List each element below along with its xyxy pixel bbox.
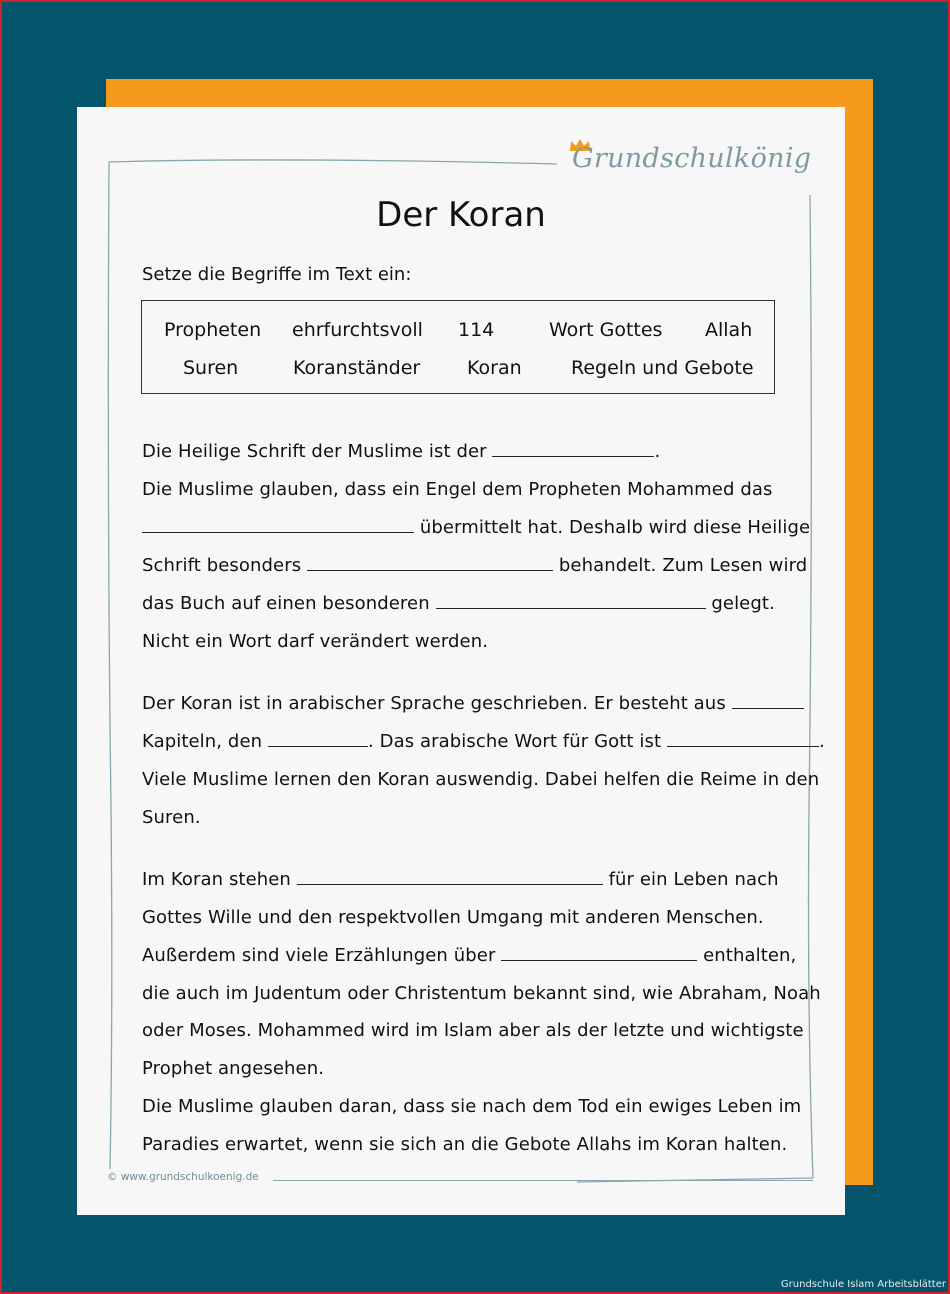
word-bank-item: Wort Gottes [549, 319, 663, 341]
text-segment: Schrift besonders [142, 555, 302, 576]
worksheet-title: Der Koran [376, 195, 546, 235]
word-bank-item: Koranständer [293, 357, 421, 379]
text-segment: enthalten, [703, 945, 797, 966]
brand-logo: Grundschulkönig [572, 143, 812, 174]
fill-blank[interactable] [667, 732, 819, 747]
text-segment: das Buch auf einen besonderen [142, 593, 430, 614]
footer-url: © www.grundschulkoenig.de [107, 1171, 259, 1183]
watermark-text: Grundschule Islam Arbeitsblätter [780, 1279, 946, 1290]
text-line [142, 869, 779, 890]
text-segment: Der Koran ist in arabischer Sprache geschrieben. Er besteht aus [142, 693, 726, 714]
word-bank-item: 114 [458, 319, 495, 341]
text-line: Paradies erwartet, wenn sie sich an die Gebote Allahs im Koran halten. [142, 1134, 788, 1155]
text-line: Prophet angesehen. [142, 1058, 325, 1079]
text-line [142, 945, 796, 966]
text-segment: übermittelt hat. Deshalb wird diese Heilige [419, 517, 811, 538]
text-segment: behandelt. Zum Lesen wird [558, 555, 808, 576]
text-line: die auch im Judentum oder Christentum bekannt sind, wie Abraham, Noah [142, 983, 821, 1004]
footer-divider [273, 1180, 813, 1181]
worksheet-page [77, 107, 845, 1215]
text-segment: für ein Leben nach [608, 869, 779, 890]
text-line: Gottes Wille und den respektvollen Umgang mit anderen Menschen. [142, 907, 764, 928]
word-bank-item: Regeln und Gebote [571, 357, 754, 379]
text-segment: . Das arabische Wort für Gott ist [367, 731, 662, 752]
fill-blank[interactable] [501, 946, 697, 961]
text-segment: gelegt. [711, 593, 775, 614]
word-bank-item: Allah [705, 319, 753, 341]
text-line [142, 693, 804, 714]
fill-blank[interactable] [307, 556, 553, 571]
text-segment: Die Heilige Schrift der Muslime ist der [142, 441, 487, 462]
fill-blank[interactable] [142, 518, 414, 533]
word-bank-box [141, 300, 775, 394]
fill-blank[interactable] [436, 594, 706, 609]
text-segment: . [818, 731, 825, 752]
text-segment: Kapiteln, den [142, 731, 263, 752]
fill-blank[interactable] [492, 442, 654, 457]
text-segment: Im Koran stehen [142, 869, 291, 890]
text-line: Nicht ein Wort darf verändert werden. [142, 631, 489, 652]
text-line [142, 441, 660, 462]
text-line: Die Muslime glauben, dass ein Engel dem Propheten Mohammed das [142, 479, 773, 500]
text-line: Suren. [142, 807, 201, 828]
word-bank-item: Koran [467, 357, 522, 379]
fill-blank[interactable] [732, 694, 804, 709]
text-line [142, 555, 807, 576]
word-bank-item: Propheten [164, 319, 262, 341]
text-line [142, 731, 825, 752]
text-line [142, 593, 775, 614]
text-line: Viele Muslime lernen den Koran auswendig. Dabei helfen die Reime in den [142, 769, 820, 790]
fill-blank[interactable] [297, 870, 603, 885]
text-segment: Außerdem sind viele Erzählungen über [142, 945, 496, 966]
text-segment: . [654, 441, 661, 462]
instruction-text: Setze die Begriffe im Text ein: [142, 264, 412, 285]
word-bank-item: ehrfurchtsvoll [292, 319, 423, 341]
word-bank-item: Suren [183, 357, 239, 379]
text-line: Die Muslime glauben daran, dass sie nach dem Tod ein ewiges Leben im [142, 1096, 802, 1117]
text-line: oder Moses. Mohammed wird im Islam aber als der letzte und wichtigste [142, 1020, 804, 1041]
text-line [142, 517, 810, 538]
fill-blank[interactable] [268, 732, 368, 747]
